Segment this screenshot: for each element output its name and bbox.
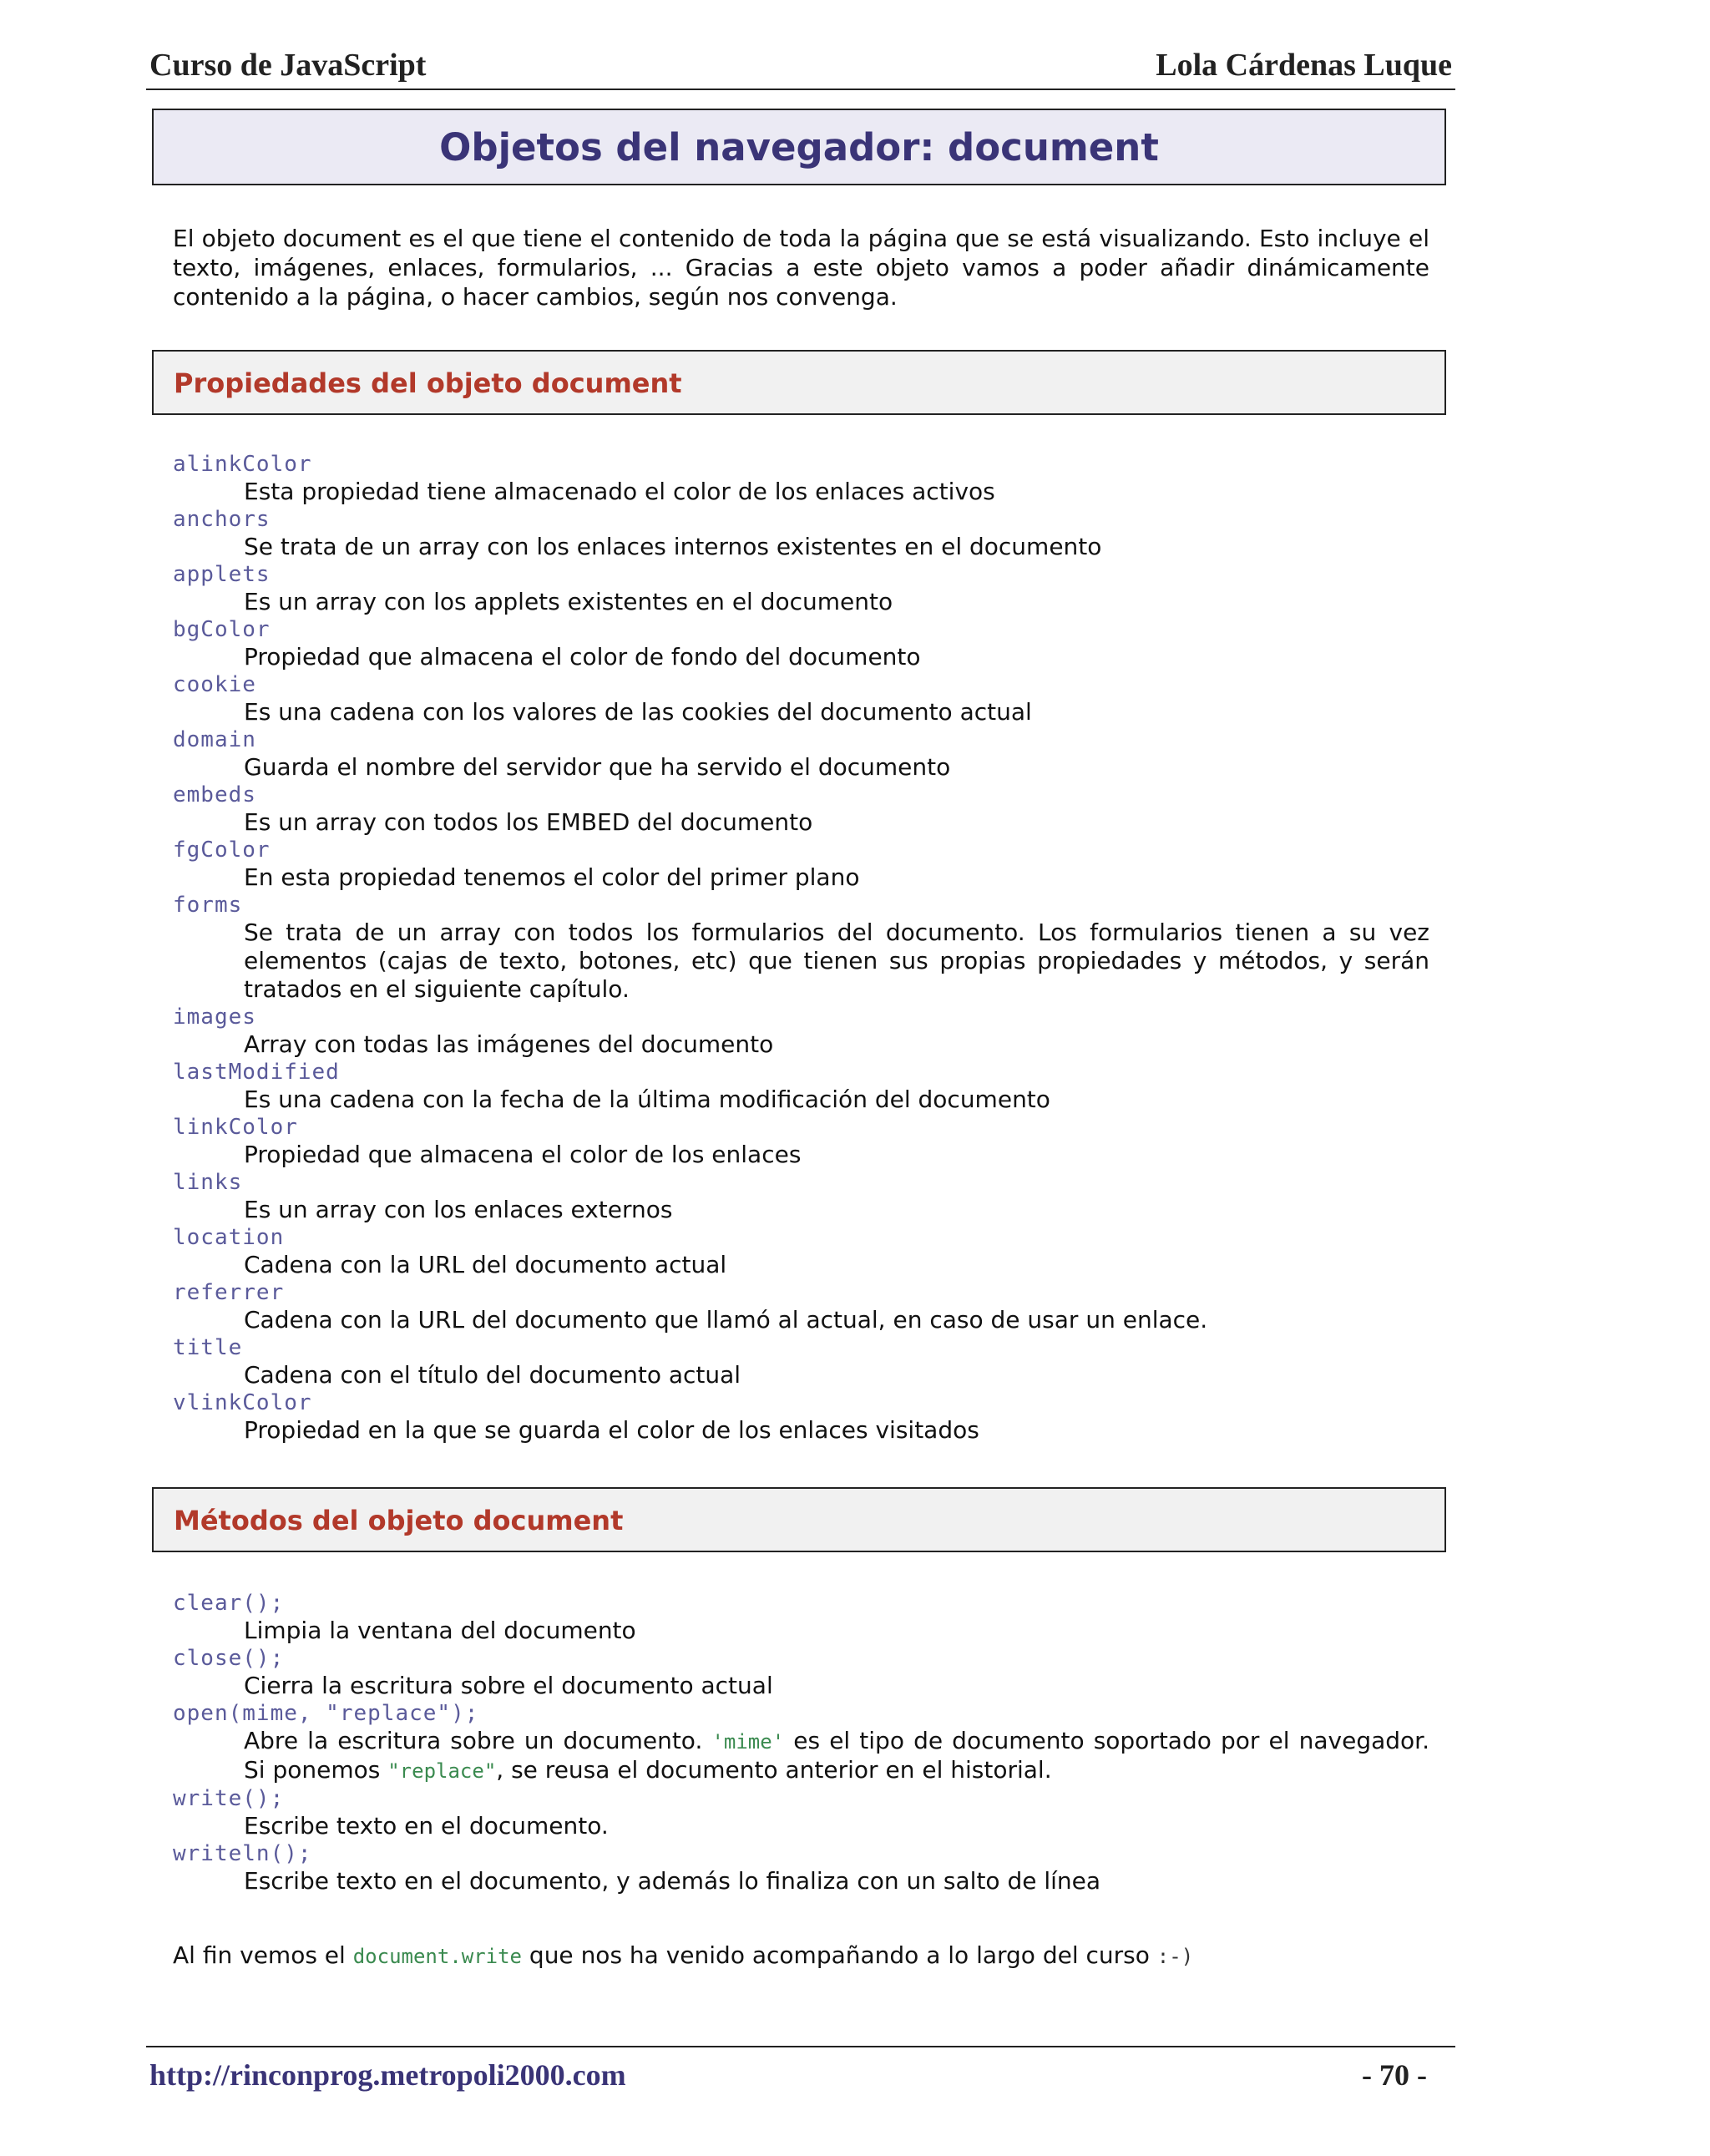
property-desc: Se trata de un array con los enlaces internos existentes en el documento [244, 533, 1102, 560]
open-code-replace: "replace" [387, 1759, 497, 1783]
method-term-writeln: writeln(); [173, 1841, 312, 1866]
property-term: anchors [173, 507, 271, 532]
methods-list [173, 1590, 1429, 1895]
chapter-title-box [152, 109, 1446, 185]
property-term: alinkColor [173, 452, 312, 477]
closing-paragraph [173, 1941, 1429, 1971]
author-name: Lola Cárdenas Luque [1156, 48, 1452, 83]
property-term: referrer [173, 1280, 285, 1305]
chapter-title: Objetos del navegador: document [439, 124, 1159, 170]
property-term: images [173, 1005, 256, 1030]
property-desc: Guarda el nombre del servidor que ha servido el documento [244, 753, 951, 781]
method-term-close: close(); [173, 1646, 285, 1671]
page-footer [146, 2046, 1455, 2106]
property-desc: Cadena con la URL del documento que llamó al actual, en caso de usar un enlace. [244, 1306, 1208, 1334]
property-term: lastModified [173, 1060, 340, 1085]
property-term: links [173, 1170, 243, 1195]
footer-url-link[interactable]: http://rinconprog.metropoli2000.com [149, 2058, 626, 2092]
intro-paragraph: El objeto document es el que tiene el contenido de toda la página que se está visualizando. Esto incluye el texto, imágenes, enlaces, formularios, ... Gracias a este objeto vamos a poder añadir dinámicamente contenido a la página, o hacer cambios, según nos convenga. [173, 225, 1429, 311]
properties-heading: Propiedades del objeto document [174, 367, 682, 399]
property-desc: Esta propiedad tiene almacenado el color de los enlaces activos [244, 478, 995, 505]
properties-list [173, 451, 1429, 1445]
property-desc: Array con todas las imágenes del documento [244, 1030, 774, 1058]
property-term: vlinkColor [173, 1390, 312, 1415]
method-term-open: open(mime, "replace"); [173, 1701, 479, 1726]
property-term: location [173, 1225, 285, 1250]
property-term: title [173, 1335, 243, 1360]
course-title: Curso de JavaScript [149, 48, 427, 83]
open-desc-text-2: es el tipo de documento soportado por el navegador. Si ponemos [244, 1727, 1429, 1784]
closing-text-2: que nos ha venido acompañando a lo largo del curso [522, 1941, 1157, 1969]
closing-smiley: :-) [1156, 1945, 1194, 1968]
open-desc-text-1: Abre la escritura sobre un documento. [244, 1727, 712, 1754]
property-desc: Propiedad en la que se guarda el color de los enlaces visitados [244, 1416, 979, 1444]
property-desc: En esta propiedad tenemos el color del primer plano [244, 863, 860, 891]
open-code-mime: 'mime' [711, 1730, 785, 1754]
property-desc: Propiedad que almacena el color de fondo del documento [244, 643, 921, 671]
property-term: applets [173, 562, 271, 587]
property-desc: Cadena con la URL del documento actual [244, 1251, 727, 1278]
property-desc: Es un array con los enlaces externos [244, 1196, 673, 1223]
method-desc-open [244, 1727, 1429, 1785]
property-term: bgColor [173, 617, 271, 642]
property-desc: Es un array con los applets existentes en el documento [244, 588, 893, 615]
open-desc-text-3: , se reusa el documento anterior en el historial. [496, 1756, 1052, 1784]
property-term: linkColor [173, 1115, 298, 1140]
method-desc-close: Cierra la escritura sobre el documento actual [244, 1672, 773, 1699]
page-number: - 70 - [1362, 2058, 1427, 2092]
property-desc: Es un array con todos los EMBED del documento [244, 808, 813, 836]
closing-code-document-write: document.write [352, 1945, 523, 1968]
page-header [146, 40, 1455, 90]
property-term: fgColor [173, 838, 271, 863]
property-desc: Cadena con el título del documento actual [244, 1361, 741, 1389]
property-term: forms [173, 893, 243, 918]
method-desc-writeln: Escribe texto en el documento, y además lo finaliza con un salto de línea [244, 1867, 1101, 1895]
property-term: domain [173, 727, 256, 752]
property-term: cookie [173, 672, 256, 697]
method-term-clear: clear(); [173, 1591, 285, 1616]
property-desc: Se trata de un array con todos los formularios del documento. Los formularios tienen a su vez elementos (cajas de texto, botones, etc) que tienen sus propias propiedades y métodos, y serán tratados en el siguiente capítulo. [244, 919, 1429, 1003]
property-desc: Es una cadena con los valores de las cookies del documento actual [244, 698, 1032, 726]
property-term: embeds [173, 782, 256, 807]
method-desc-write: Escribe texto en el documento. [244, 1812, 609, 1840]
method-desc-clear: Limpia la ventana del documento [244, 1617, 636, 1644]
property-desc: Es una cadena con la fecha de la última modificación del documento [244, 1086, 1050, 1113]
property-desc: Propiedad que almacena el color de los enlaces [244, 1141, 802, 1168]
methods-heading-box [152, 1487, 1446, 1552]
closing-text-1: Al fin vemos el [173, 1941, 353, 1969]
methods-heading: Métodos del objeto document [174, 1505, 624, 1536]
properties-heading-box [152, 350, 1446, 415]
method-term-write: write(); [173, 1786, 285, 1811]
